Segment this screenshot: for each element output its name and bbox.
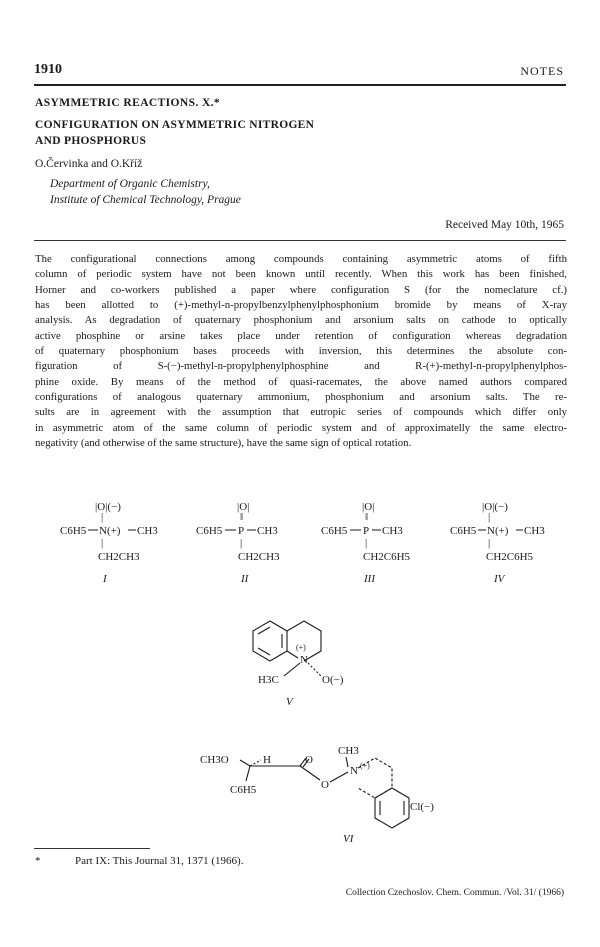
article-title-line3: AND PHOSPHORUS <box>35 135 147 147</box>
o-minus-label: O(−) <box>322 674 344 686</box>
received-date: Received May 10th, 1965 <box>445 219 564 231</box>
bond-label: | <box>240 537 243 549</box>
abstract-line: column of periodic system have not been known until recently. When this work has been finished, <box>35 268 567 281</box>
benzyl-label: CH2C6H5 <box>363 551 411 563</box>
phenyl-label: C6H5 <box>230 784 257 796</box>
oxide-minus-label: |O|(−) <box>482 501 508 513</box>
n-plus-label: N(+) <box>487 525 509 537</box>
abstract-line: of quaternary phosphonium bases proceeds with inversion, this determines the absolute con- <box>35 345 567 358</box>
structure-vi <box>200 745 434 845</box>
abstract-line: sults are in agreement with the assumption that eutropic series of compounds which differ only <box>35 406 567 419</box>
ester-o-label: O <box>321 779 329 791</box>
bond-label: | <box>101 511 104 523</box>
methyl-label: CH3 <box>382 525 403 537</box>
double-bond-label: ‖ <box>365 511 369 523</box>
structure-label: III <box>364 573 375 585</box>
oxide-label: |O| <box>237 501 250 513</box>
journal-reference: Collection Czechoslov. Chem. Commun. /Vol. 31/ (1966) <box>345 888 564 898</box>
structure-label: I <box>103 573 107 585</box>
bond-label: | <box>365 537 368 549</box>
ch3o-label: CH3O <box>200 754 229 766</box>
authors: O.Červinka and O.Kříž <box>35 158 143 170</box>
charge-plus-label: (+) <box>296 643 306 652</box>
structure-label: V <box>286 696 293 708</box>
methyl-label: CH3 <box>338 745 359 757</box>
h-label: H <box>263 754 271 766</box>
bond-label: | <box>101 537 104 549</box>
abstract-line: active phosphine or arsine takes place under retention of configuration whereas degradation <box>35 329 567 342</box>
abstract-line: The configurational connections among compounds containing asymmetric atoms of fifth <box>35 253 567 265</box>
methyl-label: CH3 <box>524 525 545 537</box>
abstract <box>35 252 567 451</box>
running-head: NOTES <box>520 64 564 78</box>
bond-label: | <box>488 537 491 549</box>
phenyl-label: C6H5 <box>196 525 223 537</box>
footnote <box>35 855 243 867</box>
structure-label: II <box>241 573 249 585</box>
abstract-line: in asymmetric atom of the same column of periodic system and of approximatelly the same electro- <box>35 421 567 434</box>
p-label: P <box>238 525 245 537</box>
affiliation-line1: Department of Organic Chemistry, <box>50 178 210 190</box>
section-rule <box>34 240 566 241</box>
page-number: 1910 <box>34 62 62 77</box>
methyl-label: CH3 <box>257 525 278 537</box>
abstract-line: analysis. As degradation of quaternary phosphonium and arsonium salts on cathode to optically <box>35 314 567 327</box>
benzyl-label: CH2C6H5 <box>486 551 534 563</box>
n-label: N <box>300 654 308 666</box>
h3c-label: H3C <box>258 674 279 686</box>
footnote-rule <box>34 848 150 849</box>
bond-label: | <box>488 511 491 523</box>
ethyl-label: CH2CH3 <box>98 551 140 563</box>
affiliation-line2: Institute of Chemical Technology, Prague <box>50 194 241 206</box>
abstract-line: phine oxide. By means of the method of quasi-racemates, the above named authors compared <box>35 375 567 388</box>
ethyl-label: CH2CH3 <box>238 551 280 563</box>
p-label: P <box>363 525 370 537</box>
structure-ii <box>196 501 280 585</box>
abstract-line: negativity (and otherwise of the same structure), have the same sign of optical rotation. <box>35 437 412 450</box>
methyl-label: CH3 <box>137 525 158 537</box>
abstract-line: has been allotted to (+)-methyl-n-propylbenzylphenylphosphonium bromide by means of X-ray <box>35 299 567 312</box>
phenyl-label: C6H5 <box>321 525 348 537</box>
structure-iii <box>321 501 411 585</box>
footnote-text: Part IX: This Journal 31, 1371 (1966). <box>75 855 244 867</box>
double-bond-label: ‖ <box>240 511 244 523</box>
footnote-mark: * <box>35 855 41 867</box>
charge-plus-label: (+) <box>360 761 370 770</box>
structure-iv <box>450 501 545 585</box>
n-plus-label: N(+) <box>99 525 121 537</box>
article-title-line1: ASYMMETRIC REACTIONS. X.* <box>35 97 221 109</box>
phenyl-label: C6H5 <box>450 525 477 537</box>
phenyl-label: C6H5 <box>60 525 87 537</box>
structure-label: IV <box>494 573 505 585</box>
abstract-line: Horner and co-workers published a paper where configuration S (for the nomeclature cf.) <box>35 283 567 296</box>
structure-i <box>60 501 158 585</box>
oxide-label: |O| <box>362 501 375 513</box>
carbonyl-o-label: O <box>305 754 313 766</box>
chloride-label: Cl(−) <box>410 801 434 813</box>
top-rule <box>34 84 566 86</box>
n-label: N <box>350 765 358 777</box>
abstract-line: configurations of analogous quaternary ammonium, phosphonium and arsonium salts. The re- <box>35 391 567 404</box>
structure-label: VI <box>343 833 354 845</box>
article-title-line2: CONFIGURATION ON ASYMMETRIC NITROGEN <box>35 119 315 131</box>
abstract-line: figuration of S-(−)-methyl-n-propylphenylphosphine and R-(+)-methyl-n-propylphenylphos- <box>35 360 567 373</box>
oxide-minus-label: |O|(−) <box>95 501 121 513</box>
chemical-structures-figure <box>0 470 600 850</box>
structure-v <box>253 621 321 676</box>
